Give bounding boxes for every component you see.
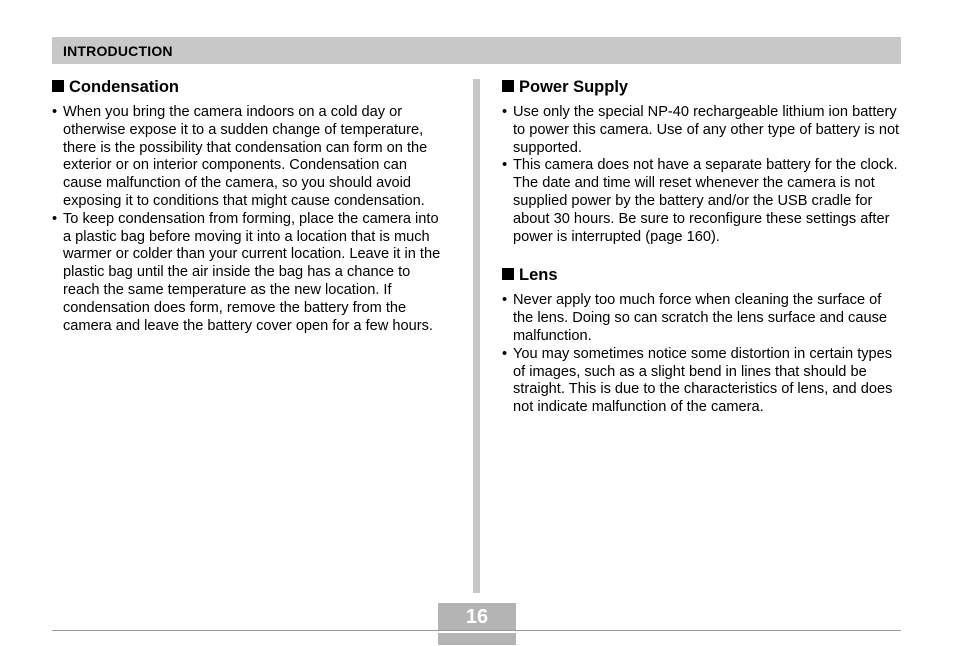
square-bullet-icon: [502, 80, 514, 92]
page-number: 16: [465, 606, 489, 628]
lens-section: [502, 265, 904, 417]
condensation-list: [52, 104, 447, 335]
square-bullet-icon: [52, 80, 64, 92]
condensation-section: [52, 77, 447, 335]
lens-heading-text: Lens: [519, 266, 558, 285]
left-column: [52, 77, 447, 335]
square-bullet-icon: [502, 268, 514, 280]
list-item-text: This camera does not have a separate battery for the clock. The date and time will reset whenever the camera is not supplied power by the battery and/or the USB cradle for about 30 hours. Be sure to reconfigure these settings after power is interrupted (page 160).: [513, 157, 898, 245]
condensation-heading-text: Condensation: [69, 78, 179, 96]
lens-list: [502, 292, 904, 417]
power-supply-heading-text: Power Supply: [519, 78, 629, 96]
list-item: [502, 157, 904, 246]
list-item-text: Use only the special NP-40 rechargeable lithium ion battery to power this camera. Use of any other type of battery is not supported.: [513, 104, 900, 156]
section-label: INTRODUCTION: [63, 43, 173, 59]
condensation-heading: [52, 77, 447, 97]
right-column: [502, 77, 904, 417]
list-item: [502, 292, 904, 345]
list-item-text: You may sometimes notice some distortion in certain types of images, such as a slight bend in lines that should be straight. This is due to the characteristics of lens, and does not indicate malfunction of the camera.: [513, 345, 893, 416]
bullet-dot-icon: •: [52, 210, 58, 227]
page-number-box-bottom: [438, 633, 516, 645]
power-supply-list: [502, 104, 904, 246]
page-number-box: [438, 603, 516, 645]
bullet-dot-icon: •: [502, 104, 508, 120]
column-divider: [473, 79, 480, 593]
list-item: [52, 104, 447, 211]
list-item-text: When you bring the camera indoors on a cold day or otherwise expose it to a sudden change of temperature, there is the possibility that condensation can form on the exterior or on interior components. Condensation can cause malfunction of the camera, so you should avoid exposing it to conditions that might cause condensation.: [63, 104, 428, 209]
power-supply-heading: [502, 77, 904, 97]
list-item: [502, 104, 904, 157]
bullet-dot-icon: •: [52, 104, 58, 120]
list-item-text: To keep condensation from forming, place the camera into a plastic bag before moving it into a location that is much warmer or colder than your current location. Leave it in the plastic bag until the air inside the bag has a chance to reach the same temperature as the new location. If condensation does form, remove the battery from the camera and leave the battery cover open for a few hours.: [63, 210, 441, 334]
list-item: [502, 346, 904, 417]
list-item: [52, 211, 447, 336]
section-header-bar: [52, 37, 901, 64]
lens-heading: [502, 265, 904, 285]
bullet-dot-icon: •: [502, 345, 508, 362]
list-item-text: Never apply too much force when cleaning the surface of the lens. Doing so can scratch the lens surface and cause malfunction.: [513, 292, 887, 344]
bullet-dot-icon: •: [502, 157, 508, 174]
power-supply-section: [502, 77, 904, 246]
bullet-dot-icon: •: [502, 292, 508, 309]
